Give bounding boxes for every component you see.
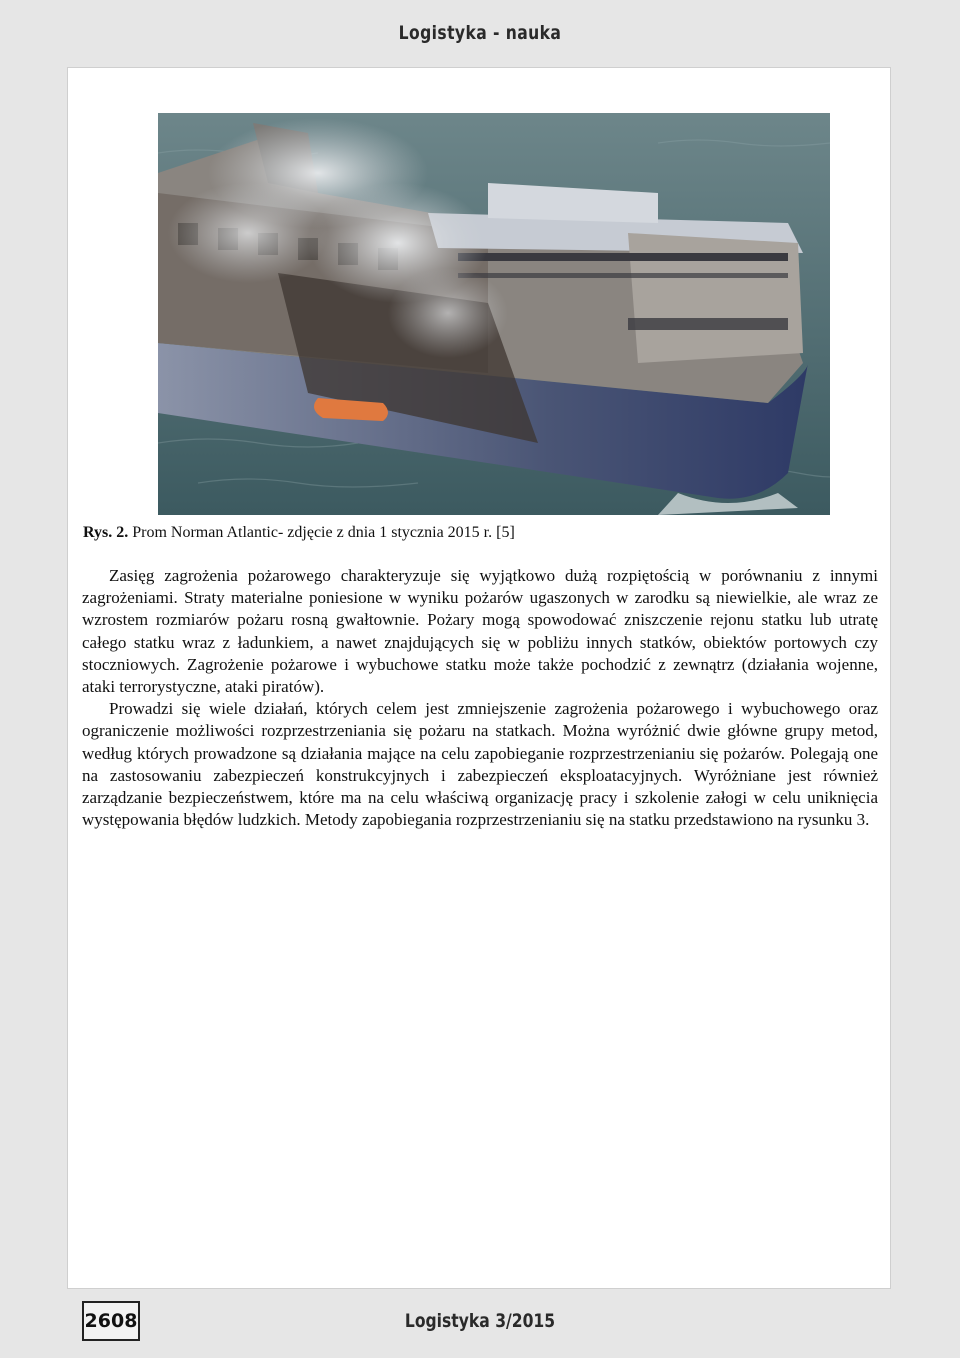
paragraph: Prowadzi się wiele działań, których celem jest zmniejszenie zagrożenia pożarowego i wybuchowego oraz ograniczenie możliwości rozprzestrzeniania się pożaru na statkach. Można wyróżnić dwie główne grupy metod, według których prowadzone są działania mające na celu zapobieganie rozprzestrzenianiu się pożarów. Polegają one na zastosowaniu zabezpieczeń konstrukcyjnych i zabezpieczeń eksploatacyjnych. Wyróżniane jest również zarządzanie bezpieczeństwem, które ma na celu właściwą organizację pracy i szkolenie załogi w celu uniknięcia występowania błędów ludzkich. Metody zapobiegania rozprzestrzenianiu się na statku przedstawiono na rysunku 3. xyxy=(82,699,878,830)
body-text xyxy=(82,565,878,831)
figure-caption xyxy=(83,524,883,542)
ferry-photo xyxy=(158,113,830,515)
running-header: Logistyka - nauka xyxy=(398,22,562,44)
ferry-illustration xyxy=(158,113,830,515)
figure-caption-text: Prom Norman Atlantic- zdjęcie z dnia 1 stycznia 2015 r. [5] xyxy=(128,524,515,541)
journal-footer: Logistyka 3/2015 xyxy=(404,1310,556,1332)
page-number: 2608 xyxy=(82,1301,140,1341)
paragraph: Zasięg zagrożenia pożarowego charakteryzuje się wyjątkowo dużą rozpiętością w porównaniu z innymi zagrożeniami. Straty materialne poniesione w wyniku pożarów ugaszonych w zarodku są niewielkie, ale wraz ze wzrostem rozmiarów pożaru rosną gwałtownie. Pożary mogą spowodować zniszczenie rejonu statku lub utratę całego statku wraz z ładunkiem, a nawet znajdujących się w pobliżu innych statków, obiektów portowych czy stoczniowych. Zagrożenie pożarowe i wybuchowe statku może także pochodzić z zewnątrz (działania wojenne, ataki terrorystyczne, ataki piratów). xyxy=(82,566,878,697)
figure-label: Rys. 2. xyxy=(83,524,129,541)
